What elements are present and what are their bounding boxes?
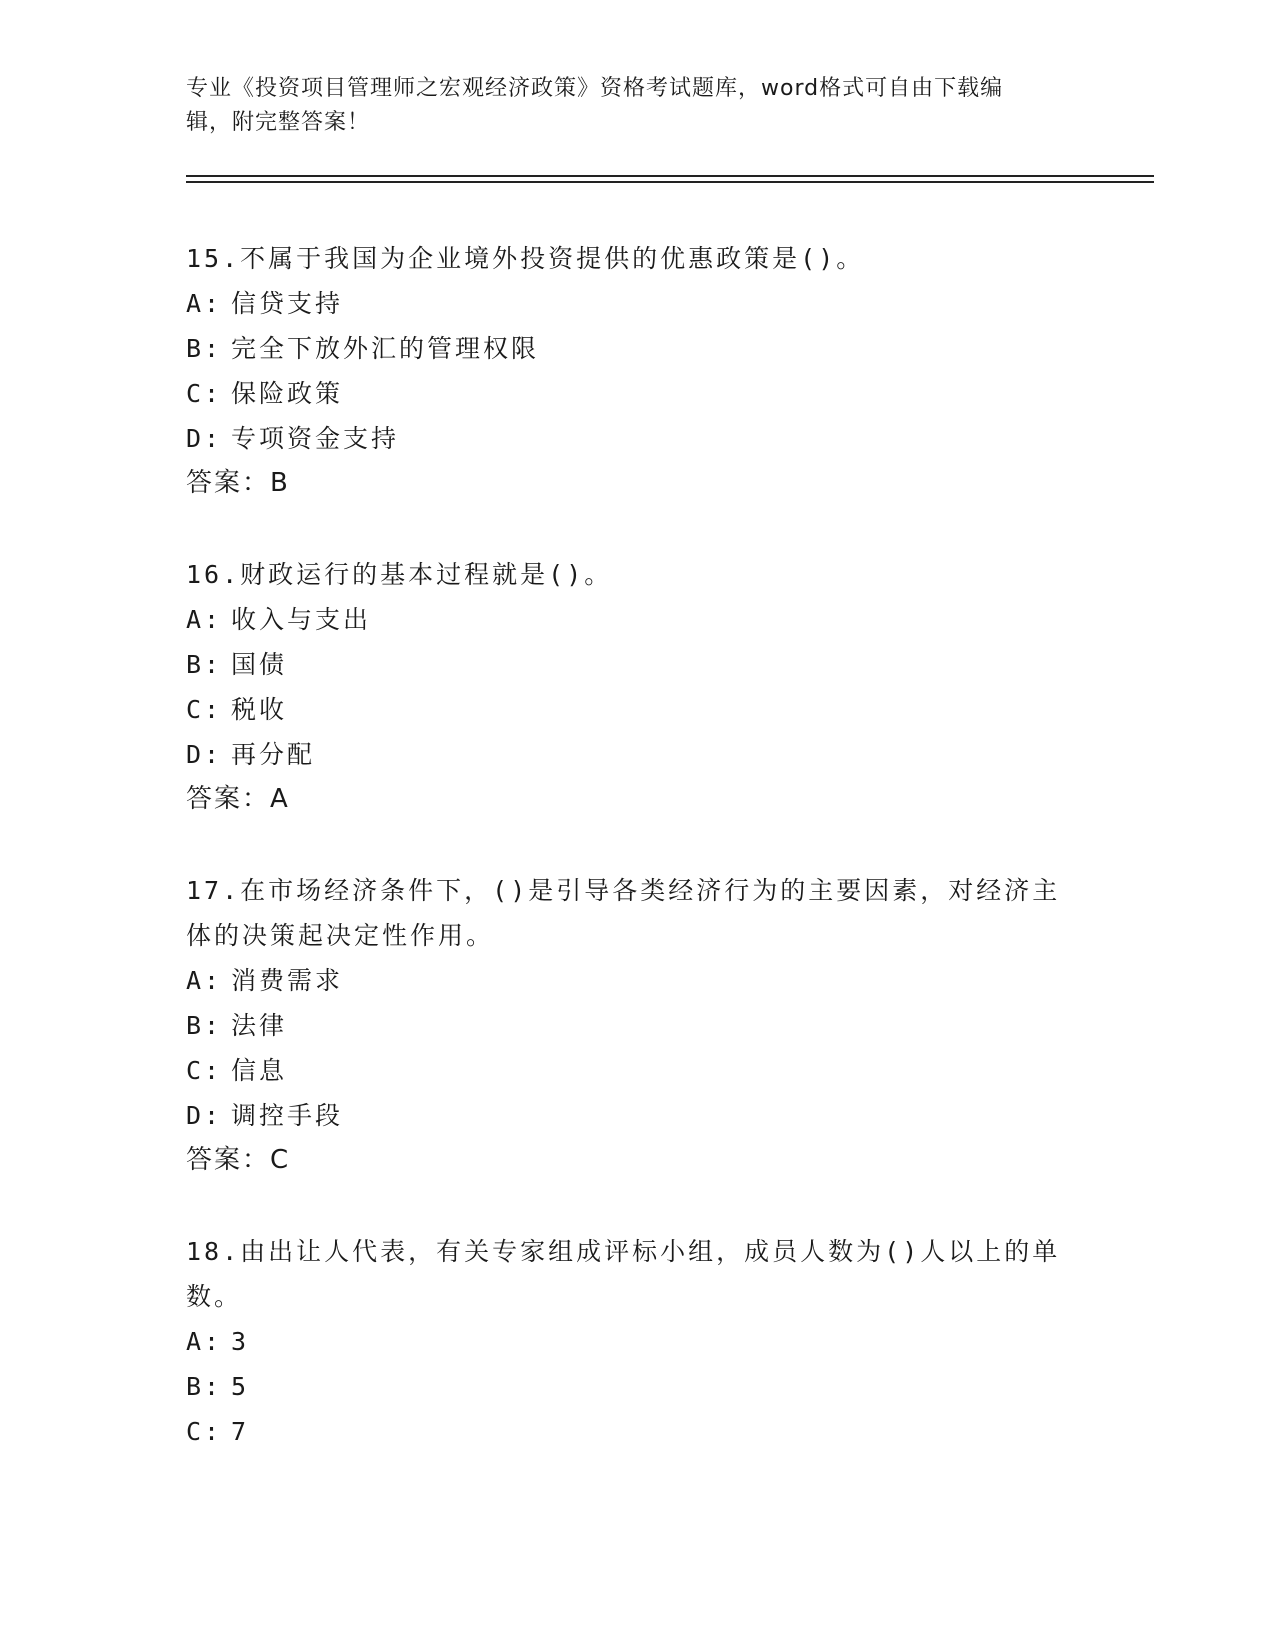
header-line-2: 辑，附完整答案！ bbox=[186, 110, 371, 135]
question-stem: 17.在市场经济条件下，()是引导各类经济行为的主要因素，对经济主体的决策起决定性作用。 bbox=[186, 876, 1061, 950]
option-key: D: bbox=[186, 424, 223, 453]
header-divider-bottom bbox=[186, 181, 1154, 183]
option-key: C: bbox=[186, 1417, 223, 1446]
option-b bbox=[186, 642, 1086, 687]
question-list bbox=[186, 236, 1086, 1500]
option-text: 消费需求 bbox=[231, 966, 344, 995]
option-key: A: bbox=[186, 966, 223, 995]
option-key: B: bbox=[186, 1372, 223, 1401]
option-key: A: bbox=[186, 289, 223, 318]
option-c bbox=[186, 1409, 1086, 1454]
option-key: B: bbox=[186, 1011, 223, 1040]
answer-line: 答案：B bbox=[186, 468, 290, 498]
option-c bbox=[186, 687, 1086, 732]
option-key: C: bbox=[186, 379, 223, 408]
question-stem: 15.不属于我国为企业境外投资提供的优惠政策是()。 bbox=[186, 244, 865, 273]
option-a bbox=[186, 1319, 1086, 1364]
option-a bbox=[186, 281, 1086, 326]
option-a bbox=[186, 597, 1086, 642]
option-key: C: bbox=[186, 695, 223, 724]
option-b bbox=[186, 1364, 1086, 1409]
option-b bbox=[186, 1003, 1086, 1048]
option-d bbox=[186, 1093, 1086, 1138]
option-key: D: bbox=[186, 1101, 223, 1130]
document-header bbox=[186, 72, 1066, 140]
option-key: B: bbox=[186, 650, 223, 679]
option-key: A: bbox=[186, 1327, 223, 1356]
option-text: 国债 bbox=[231, 650, 288, 679]
option-text: 5 bbox=[231, 1372, 250, 1401]
answer-line: 答案：C bbox=[186, 1145, 291, 1175]
option-d bbox=[186, 416, 1086, 461]
option-text: 调控手段 bbox=[231, 1101, 344, 1130]
option-text: 保险政策 bbox=[231, 379, 344, 408]
option-text: 信贷支持 bbox=[231, 289, 344, 318]
header-divider-top bbox=[186, 175, 1154, 177]
option-text: 完全下放外汇的管理权限 bbox=[231, 334, 540, 363]
question-18 bbox=[186, 1229, 1086, 1454]
answer-line: 答案：A bbox=[186, 784, 290, 814]
option-b bbox=[186, 326, 1086, 371]
option-d bbox=[186, 732, 1086, 777]
option-c bbox=[186, 371, 1086, 416]
option-text: 法律 bbox=[231, 1011, 288, 1040]
option-text: 专项资金支持 bbox=[231, 424, 400, 453]
option-a bbox=[186, 958, 1086, 1003]
option-text: 3 bbox=[231, 1327, 250, 1356]
question-15 bbox=[186, 236, 1086, 506]
header-line-1: 专业《投资项目管理师之宏观经济政策》资格考试题库，word格式可自由下载编 bbox=[186, 76, 1004, 101]
option-text: 再分配 bbox=[231, 740, 316, 769]
question-16 bbox=[186, 552, 1086, 822]
option-key: D: bbox=[186, 740, 223, 769]
option-text: 收入与支出 bbox=[231, 605, 372, 634]
option-key: A: bbox=[186, 605, 223, 634]
option-text: 7 bbox=[231, 1417, 250, 1446]
question-stem: 16.财政运行的基本过程就是()。 bbox=[186, 560, 613, 589]
question-stem: 18.由出让人代表，有关专家组成评标小组，成员人数为()人以上的单数。 bbox=[186, 1237, 1061, 1311]
option-c bbox=[186, 1048, 1086, 1093]
question-17 bbox=[186, 868, 1086, 1183]
option-text: 信息 bbox=[231, 1056, 288, 1085]
option-key: B: bbox=[186, 334, 223, 363]
option-text: 税收 bbox=[231, 695, 288, 724]
option-key: C: bbox=[186, 1056, 223, 1085]
